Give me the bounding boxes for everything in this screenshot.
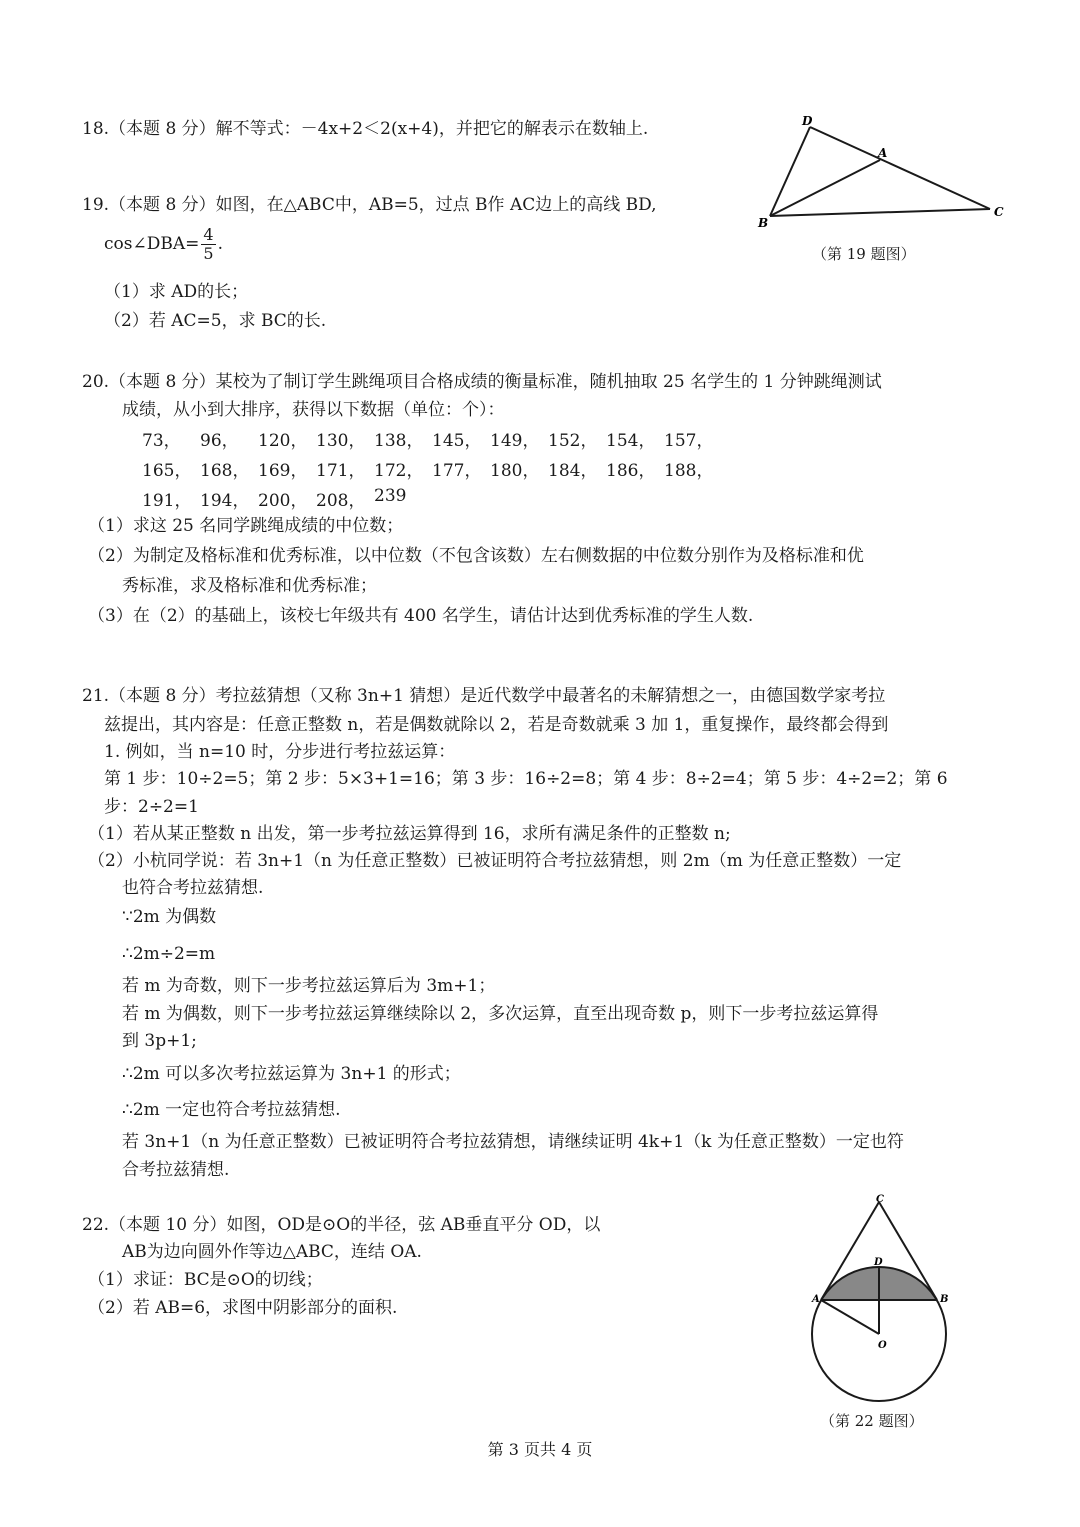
q20-data-value: 130， (316, 431, 366, 451)
q19-part2: （2）若 AC=5，求 BC的长. (104, 311, 327, 331)
q21-task-b: 合考拉兹猜想. (122, 1160, 230, 1180)
q19-figure-caption: （第 19 题图） (812, 245, 916, 263)
q20-data-value: 171， (316, 461, 366, 481)
q20-data-value: 194， (200, 491, 250, 511)
q20-data-value: 239 (374, 486, 407, 506)
q20-data-value: 96， (200, 431, 239, 451)
q20-data-row (142, 456, 722, 481)
q21-steps-a: 第 1 步：10÷2=5；第 2 步：5×3+1=16；第 3 步：16÷2=8；第 4 步：8÷2=4；第 5 步：4÷2=2；第 6 (104, 769, 948, 789)
q20-data-value: 200， (258, 491, 308, 511)
q20-data-value: 186， (606, 461, 656, 481)
q21-line3: 1. 例如，当 n=10 时，分步进行考拉兹运算： (104, 742, 456, 762)
q20-data-value: 191， (142, 491, 192, 511)
q19-segment-db (770, 127, 810, 216)
q19-label-b: B (758, 216, 769, 230)
q20-line1: 20.（本题 8 分）某校为了制订学生跳绳项目合格成绩的衡量标准，随机抽取 25 名学生的 1 分钟跳绳测试 (82, 372, 882, 392)
q20-data-value: 138， (374, 431, 424, 451)
q22-part2: （2）若 AB=6，求图中阴影部分的面积. (88, 1298, 398, 1318)
q21-proof2: ∴2m÷2=m (122, 944, 216, 964)
q19-segment-dc (810, 127, 990, 209)
q21-proof4b: 到 3p+1; (122, 1031, 197, 1051)
q20-data-value: 157， (664, 431, 714, 451)
q19-label-d: D (802, 114, 813, 128)
q19-triangle-figure (750, 110, 1040, 240)
q22-figure-caption: （第 22 题图） (820, 1412, 924, 1430)
q21-proof6: ∴2m 一定也符合考拉兹猜想. (122, 1100, 341, 1120)
q22-label-c: C (876, 1194, 884, 1205)
q18-text: 18.（本题 8 分）解不等式：－4x+2＜2(x+4)，并把它的解表示在数轴上. (82, 119, 649, 139)
q22-label-o: O (878, 1340, 887, 1351)
q20-data-value: 180， (490, 461, 540, 481)
q22-label-b: B (940, 1294, 949, 1305)
q20-data-value: 172， (374, 461, 424, 481)
q19-label-a: A (878, 146, 888, 160)
q19-frac-den: 5 (203, 244, 214, 263)
q20-data-value: 184， (548, 461, 598, 481)
q20-data-value: 169， (258, 461, 308, 481)
q21-part2a: （2）小杭同学说：若 3n+1（n 为任意正整数）已被证明符合考拉兹猜想，则 2m（m 为任意正整数）一定 (88, 851, 902, 871)
q22-label-d: D (874, 1257, 883, 1268)
q20-part2b: 秀标准，求及格标准和优秀标准； (122, 576, 377, 596)
q20-data-value: 152， (548, 431, 598, 451)
q20-data-value: 154， (606, 431, 656, 451)
q19-label-c: C (994, 205, 1004, 219)
q20-data-value: 73， (142, 431, 181, 451)
q20-part2a: （2）为制定及格标准和优秀标准，以中位数（不包含该数）左右侧数据的中位数分别作为及格标准和优 (88, 546, 864, 566)
q22-shaded-segment (800, 1190, 970, 1300)
q21-proof1: ∵2m 为偶数 (122, 907, 217, 927)
q20-data-value: 145， (432, 431, 482, 451)
q20-part1: （1）求这 25 名同学跳绳成绩的中位数； (88, 516, 404, 536)
q19-fraction (201, 226, 215, 263)
q19-frac-num: 4 (203, 225, 214, 244)
q22-line2: AB为边向圆外作等边△ABC，连结 OA. (122, 1242, 422, 1262)
page-number: 第 3 页共 4 页 (487, 1440, 593, 1459)
q20-data-value: 149， (490, 431, 540, 451)
q22-segment-oa (821, 1300, 879, 1334)
q19-segment-ba (770, 160, 880, 216)
q22-label-a: A (812, 1294, 820, 1305)
q20-data-row (142, 426, 722, 451)
q21-part1: （1）若从某正整数 n 出发，第一步考拉兹运算得到 16，求所有满足条件的正整数 n; (88, 824, 731, 844)
q20-data-value: 208， (316, 491, 366, 511)
q21-proof5: ∴2m 可以多次考拉兹运算为 3n+1 的形式； (122, 1064, 461, 1084)
q19-cos-expression (104, 225, 223, 263)
q21-part2b: 也符合考拉兹猜想. (122, 878, 264, 898)
q22-line1: 22.（本题 10 分）如图，OD是⊙O的半径，弦 AB垂直平分 OD，以 (82, 1215, 601, 1235)
q21-proof3: 若 m 为奇数，则下一步考拉兹运算后为 3m+1； (122, 976, 496, 996)
q21-task-a: 若 3n+1（n 为任意正整数）已被证明符合考拉兹猜想，请继续证明 4k+1（k 为任意正整数）一定也符 (122, 1132, 904, 1152)
q19-cos-suffix: . (217, 234, 223, 254)
q20-part3: （3）在（2）的基础上，该校七年级共有 400 名学生，请估计达到优秀标准的学生人数. (88, 606, 754, 626)
q19-cos-prefix: cos∠DBA= (104, 234, 200, 254)
q19-line1: 19.（本题 8 分）如图，在△ABC中，AB=5，过点 B作 AC边上的高线 BD, (82, 195, 657, 215)
q19-segment-bc (770, 209, 990, 216)
q21-line1: 21.（本题 8 分）考拉兹猜想（又称 3n+1 猜想）是近代数学中最著名的未解猜想之一，由德国数学家考拉 (82, 686, 886, 706)
q20-data-row (142, 486, 432, 511)
q22-circle-figure (800, 1190, 970, 1405)
q19-part1: （1）求 AD的长； (104, 282, 249, 302)
q20-data-value: 177， (432, 461, 482, 481)
q21-line2: 兹提出，其内容是：任意正整数 n，若是偶数就除以 2，若是奇数就乘 3 加 1，重复操作，最终都会得到 (104, 715, 889, 735)
q21-steps-b: 步：2÷2=1 (104, 797, 199, 817)
q20-line2: 成绩，从小到大排序，获得以下数据（单位：个）： (122, 400, 505, 420)
q21-proof4a: 若 m 为偶数，则下一步考拉兹运算继续除以 2，多次运算，直至出现奇数 p，则下一步考拉兹运算得 (122, 1004, 879, 1024)
q20-data-value: 165， (142, 461, 192, 481)
q22-part1: （1）求证：BC是⊙O的切线； (88, 1270, 323, 1290)
q20-data-value: 168， (200, 461, 250, 481)
q20-data-value: 120， (258, 431, 308, 451)
q20-data-value: 188， (664, 461, 714, 481)
